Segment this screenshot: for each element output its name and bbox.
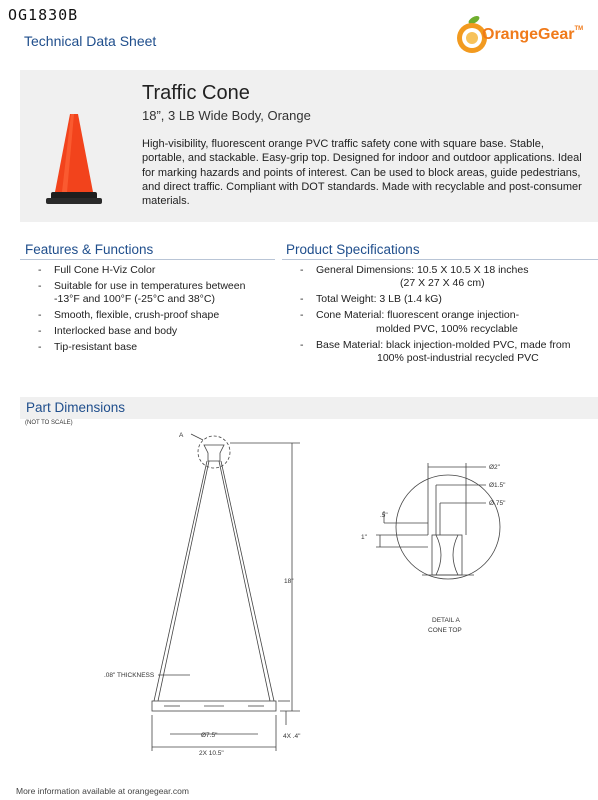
base-width-label: 2X 10.5"	[199, 750, 224, 757]
sheet-title: Technical Data Sheet	[24, 33, 157, 49]
orangegear-logo[interactable]	[448, 4, 598, 64]
diameter-2-label: Ø2"	[489, 464, 500, 471]
cone-dimension-drawing	[0, 425, 598, 765]
list-item: - Cone Material: fluorescent orange injection- molded PVC, 100% recyclable	[300, 309, 520, 335]
specs-rule	[282, 259, 598, 260]
list-item: - Interlocked base and body	[38, 325, 178, 338]
list-item: - Tip-resistant base	[38, 341, 138, 354]
height-label: 18"	[284, 578, 294, 585]
height-0-5-label: .5"	[380, 512, 388, 519]
product-subtitle: 18”, 3 LB Wide Body, Orange	[142, 108, 311, 123]
features-heading: Features & Functions	[25, 242, 154, 257]
height-1-label: 1"	[361, 534, 367, 541]
product-description: High-visibility, fluorescent orange PVC traffic safety cone with square base. Stable, portable, and stackable. Easy-grip top. Designed for indoor and outdoor applications. Ideal for marking hazards and points of interest. Can be used to block areas, guide pedestrians, and direct traffic. Compliant with DOT standards. Made with recyclable and post-consumer materials.	[142, 138, 582, 208]
footer-text[interactable]: More information available at orangegear.com	[16, 786, 189, 796]
list-item: - Suitable for use in temperatures between -13°F and 100°F (-25°C and 38°C)	[38, 280, 246, 306]
list-item: - Total Weight: 3 LB (1.4 kG)	[300, 293, 442, 306]
not-to-scale-note: (NOT TO SCALE)	[25, 420, 73, 426]
specs-list	[300, 264, 598, 368]
specs-heading: Product Specifications	[286, 242, 420, 257]
thickness-label: .08" THICKNESS	[104, 672, 155, 679]
list-item: - Smooth, flexible, crush-proof shape	[38, 309, 220, 322]
logo-trademark: TM	[574, 26, 584, 32]
cone-top-label: CONE TOP	[428, 627, 462, 634]
dimensions-heading: Part Dimensions	[26, 400, 126, 415]
logo-wordmark: OrangeGear™	[482, 26, 584, 43]
features-rule	[20, 259, 275, 260]
diameter-1-5-label: Ø1.5"	[489, 482, 506, 489]
product-title: Traffic Cone	[142, 82, 250, 104]
list-item: - General Dimensions: 10.5 X 10.5 X 18 inches (27 X 27 X 46 cm)	[300, 264, 529, 290]
features-list	[38, 264, 278, 357]
diameter-0-75-label: Ø.75"	[489, 500, 506, 507]
list-item: - Base Material: black injection-molded PVC, made from 100% post-industrial recycled PVC	[300, 338, 571, 365]
base-height-label: 4X .4"	[283, 733, 301, 740]
inner-diameter-label: Ø7.5"	[201, 732, 218, 739]
detail-ref-label: A	[179, 432, 184, 439]
list-item: - Full Cone H-Viz Color	[38, 264, 156, 276]
product-code: OG1830B	[8, 6, 79, 24]
traffic-cone-image	[45, 110, 105, 210]
detail-a-label: DETAIL A	[432, 617, 460, 624]
